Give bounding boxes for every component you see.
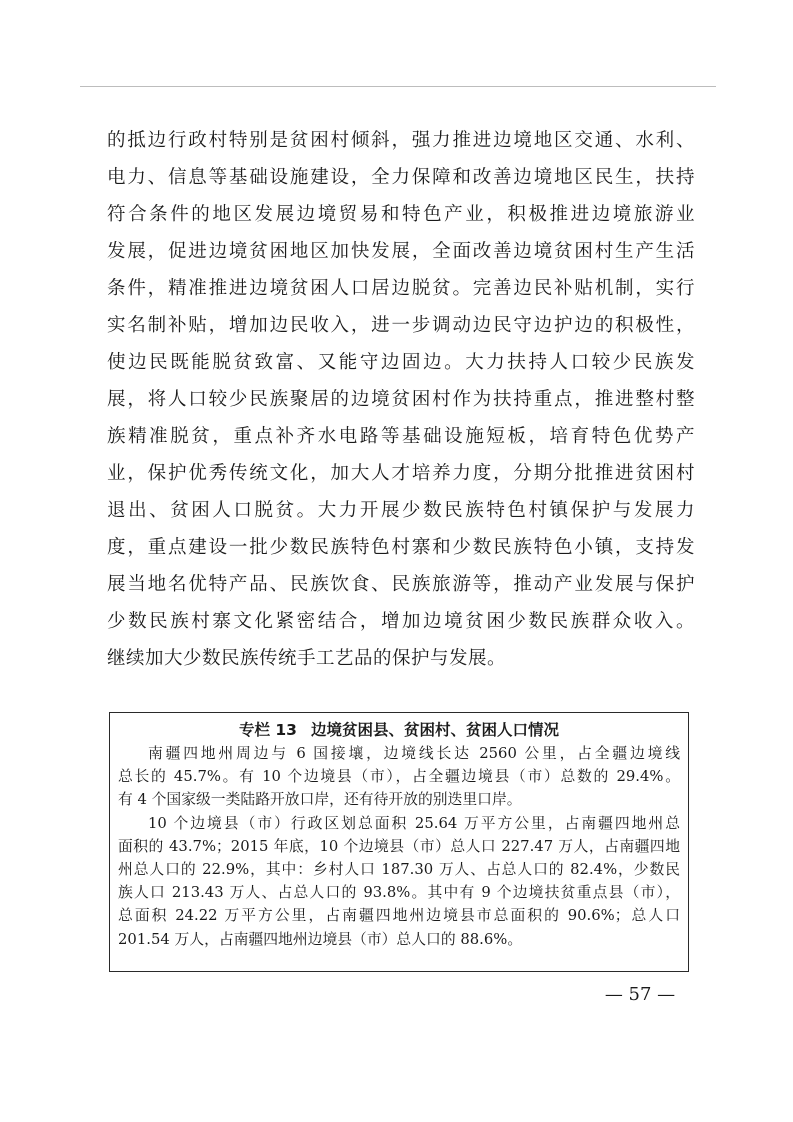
paragraph-line: 发展，促进边境贫困地区加快发展，全面改善边境贫困村生产生活 <box>107 241 695 262</box>
paragraph-line: 使边民既能脱贫致富、又能守边固边。大力扶持人口较少民族发 <box>107 352 695 373</box>
paragraph-line: 符合条件的地区发展边境贸易和特色产业，积极推进边境旅游业 <box>107 204 695 225</box>
paragraph-line: 族精准脱贫，重点补齐水电路等基础设施短板，培育特色优势产 <box>107 426 695 447</box>
box-line: 州总人口的 22.9%，其中：乡村人口 187.30 万人、占总人口的 82.4%，少数民 <box>118 860 680 878</box>
box-number: 专栏 13 <box>239 721 297 739</box>
box-heading: 边境贫困县、贫困村、贫困人口情况 <box>310 721 559 739</box>
sidebar-box <box>109 712 689 972</box>
box-line: 族人口 213.43 万人、占总人口的 93.8%。其中有 9 个边境扶贫重点县（市）， <box>118 884 680 902</box>
paragraph-line: 展，将人口较少民族聚居的边境贫困村作为扶持重点，推进整村整 <box>107 389 695 410</box>
page-number: — 57 — <box>604 984 676 1005</box>
paragraph-line: 的抵边行政村特别是贫困村倾斜，强力推进边境地区交通、水利、 <box>107 130 695 151</box>
box-title <box>118 719 680 741</box>
paragraph-line: 退出、贫困人口脱贫。大力开展少数民族特色村镇保护与发展力 <box>107 500 695 521</box>
box-line: 南疆四地州周边与 6 国接壤，边境线长达 2560 公里，占全疆边境线 <box>148 745 680 762</box>
paragraph-line: 业，保护优秀传统文化，加大人才培养力度，分期分批推进贫困村 <box>107 463 695 484</box>
paragraph-line: 电力、信息等基础设施建设，全力保障和改善边境地区民生，扶持 <box>107 167 695 188</box>
paragraph-line: 条件，精准推进边境贫困人口居边脱贫。完善边民补贴机制，实行 <box>107 278 695 299</box>
box-line: 10 个边境县（市）行政区划总面积 25.64 万平方公里，占南疆四地州总 <box>148 814 680 832</box>
body-paragraph <box>107 122 695 677</box>
paragraph-line: 继续加大少数民族传统手工艺品的保护与发展。 <box>107 648 507 669</box>
box-line: 总长的 45.7%。有 10 个边境县（市），占全疆边境县（市）总数的 29.4%。 <box>118 768 680 786</box>
box-line: 有 4 个国家级一类陆路开放口岸，还有待开放的别迭里口岸。 <box>118 791 522 809</box>
header-rule <box>80 86 716 87</box>
box-body <box>118 742 680 951</box>
paragraph-line: 实名制补贴，增加边民收入，进一步调动边民守边护边的积极性， <box>107 315 695 336</box>
paragraph-line: 展当地名优特产品、民族饮食、民族旅游等，推动产业发展与保护 <box>107 574 695 595</box>
box-line: 总面积 24.22 万平方公里，占南疆四地州边境县市总面积的 90.6%；总人口 <box>118 907 680 925</box>
box-line: 面积的 43.7%；2015 年底，10 个边境县（市）总人口 227.47 万人，占南疆四地 <box>118 837 680 855</box>
paragraph-line: 少数民族村寨文化紧密结合，增加边境贫困少数民族群众收入。 <box>107 611 695 632</box>
box-line: 201.54 万人，占南疆四地州边境县（市）总人口的 88.6%。 <box>118 930 523 948</box>
paragraph-line: 度，重点建设一批少数民族特色村寨和少数民族特色小镇，支持发 <box>107 537 695 558</box>
